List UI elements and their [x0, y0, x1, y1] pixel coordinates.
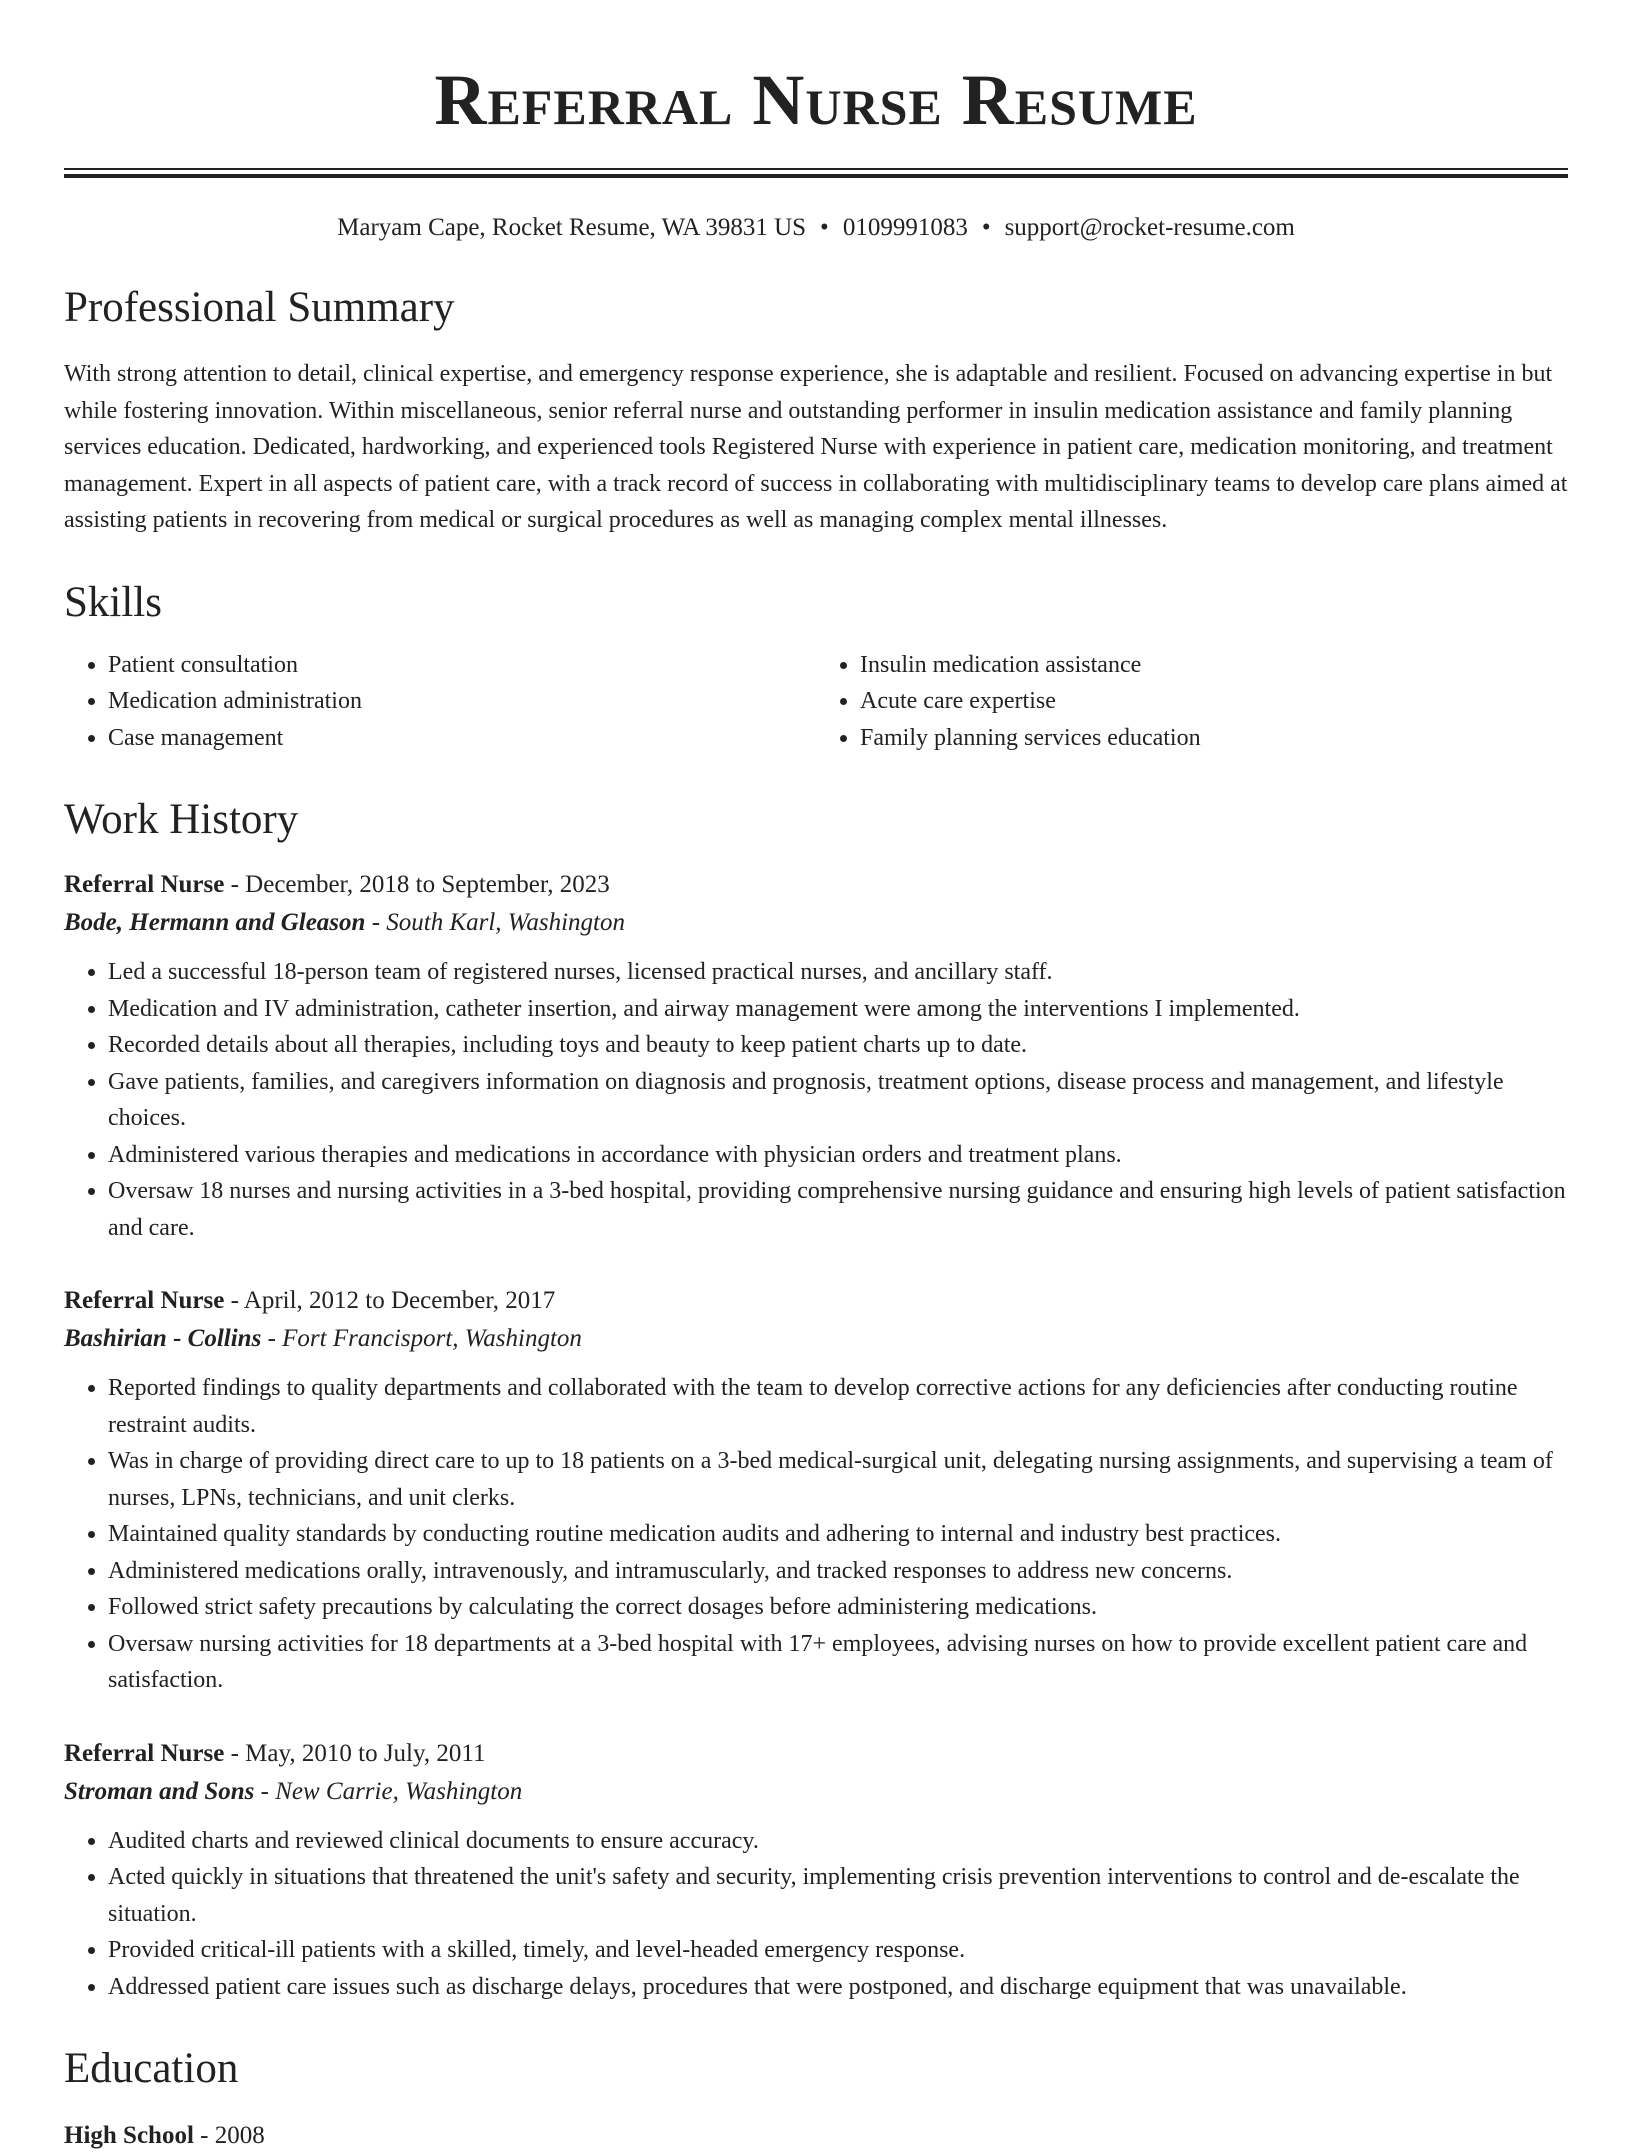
- job-title-line: [64, 1735, 1568, 1773]
- education-degree: High School: [64, 2122, 194, 2149]
- job-bullet: • Administered medications orally, intravenously, and intramuscularly, and tracked responses to address new concerns.: [108, 1553, 1568, 1590]
- contact-line: [64, 212, 1568, 244]
- job-bullet: • Oversaw 18 nurses and nursing activities in a 3-bed hospital, providing comprehensive nursing guidance and ensuring high levels of patient satisfaction and care.: [108, 1173, 1568, 1246]
- contact-address: Maryam Cape, Rocket Resume, WA 39831 US: [337, 214, 807, 241]
- job-bullet: • Maintained quality standards by conducting routine medication audits and adhering to internal and industry best practices.: [108, 1516, 1568, 1553]
- section-heading-summary: Professional Summary: [64, 284, 455, 331]
- skills-columns: [64, 647, 1568, 757]
- job-bullet: • Reported findings to quality departments and collaborated with the team to develop corrective actions for any deficiencies after conducting routine restraint audits.: [108, 1370, 1568, 1443]
- job-bullet: • Provided critical-ill patients with a skilled, timely, and level-headed emergency response.: [108, 1932, 1568, 1969]
- job-bullets: [64, 1823, 1568, 2006]
- job-company: Bashirian - Collins: [64, 1325, 262, 1352]
- job-bullet: • Gave patients, families, and caregivers information on diagnosis and prognosis, treatment options, disease process and management, and lifestyle choices.: [108, 1064, 1568, 1137]
- job-bullet: • Led a successful 18-person team of registered nurses, licensed practical nurses, and ancillary staff.: [108, 954, 1568, 991]
- job-bullets: [64, 1370, 1568, 1699]
- contact-email: support@rocket-resume.com: [1004, 214, 1295, 241]
- job-role: Referral Nurse: [64, 871, 225, 898]
- job-location: - South Karl, Washington: [365, 909, 625, 936]
- summary-text: With strong attention to detail, clinical expertise, and emergency response experience, she is adaptable and resilient. Focused on advancing expertise in but while fostering innovation. Within miscellaneous, senior referral nurse and outstanding performer in insulin medication assistance and family planning services education. Dedicated, hardworking, and experienced tools Registered Nurse with experience in patient care, medication monitoring, and treatment management. Expert in all aspects of patient care, with a track record of success in collaborating with multidisciplinary teams to develop care plans aimed at assisting patients in recovering from medical or surgical procedures as well as managing complex mental illnesses.: [64, 361, 1568, 533]
- contact-phone: 0109991083: [842, 214, 968, 241]
- section-heading-education: Education: [64, 2045, 239, 2092]
- job-location: - Fort Francisport, Washington: [261, 1325, 582, 1352]
- skills-section: [64, 577, 1568, 757]
- education-section: [64, 2043, 1568, 2155]
- job-employer-line: [64, 1773, 1568, 1811]
- skill-item: • Case management: [108, 720, 816, 757]
- job-entry: [64, 1735, 1568, 2006]
- job-company: Bode, Hermann and Gleason: [64, 909, 366, 936]
- contact-separator: •: [981, 214, 991, 241]
- education-entry: [64, 2117, 1568, 2155]
- job-role: Referral Nurse: [64, 1739, 225, 1767]
- skill-item: • Insulin medication assistance: [860, 647, 1568, 684]
- skill-item: • Family planning services education: [860, 720, 1568, 757]
- job-bullet: • Was in charge of providing direct care to up to 18 patients on a 3-bed medical-surgical unit, delegating nursing assignments, and supervising a team of nurses, LPNs, technicians, and unit clerks.: [108, 1443, 1568, 1516]
- professional-summary-section: [64, 282, 1568, 539]
- skill-item: • Acute care expertise: [860, 683, 1568, 720]
- job-role: Referral Nurse: [64, 1287, 225, 1314]
- education-year: - 2008: [193, 2122, 265, 2149]
- job-bullet: • Administered various therapies and medications in accordance with physician orders and treatment plans.: [108, 1137, 1568, 1174]
- job-dates: - April, 2012 to December, 2017: [224, 1287, 556, 1314]
- job-entry: [64, 866, 1568, 1246]
- job-title-line: [64, 866, 1568, 904]
- job-bullet: • Audited charts and reviewed clinical documents to ensure accuracy.: [108, 1823, 1568, 1860]
- title-divider: [64, 168, 1568, 178]
- job-employer-line: [64, 1320, 1568, 1358]
- skill-item: • Patient consultation: [108, 647, 816, 684]
- section-heading-work-history: Work History: [64, 796, 299, 843]
- job-bullet: • Followed strict safety precautions by calculating the correct dosages before administering medications.: [108, 1589, 1568, 1626]
- job-dates: - December, 2018 to September, 2023: [224, 871, 610, 898]
- section-heading-skills: Skills: [64, 578, 162, 626]
- job-location: - New Carrie, Washington: [254, 1777, 523, 1805]
- job-bullet: • Recorded details about all therapies, including toys and beauty to keep patient charts up to date.: [108, 1027, 1568, 1064]
- job-company: Stroman and Sons: [64, 1777, 255, 1805]
- job-employer-line: [64, 904, 1568, 942]
- job-title-line: [64, 1282, 1568, 1320]
- skill-item: • Medication administration: [108, 683, 816, 720]
- job-bullet: • Addressed patient care issues such as discharge delays, procedures that were postponed, and discharge equipment that was unavailable.: [108, 1969, 1568, 2006]
- job-bullet: • Medication and IV administration, catheter insertion, and airway management were among the interventions I implemented.: [108, 991, 1568, 1028]
- contact-separator: •: [820, 214, 829, 241]
- page-title: Referral Nurse Resume: [434, 60, 1198, 140]
- job-bullet: • Acted quickly in situations that threatened the unit's safety and security, implementing crisis prevention interventions to control and de-escalate the situation.: [108, 1859, 1568, 1932]
- job-dates: - May, 2010 to July, 2011: [224, 1739, 486, 1767]
- job-bullet: • Oversaw nursing activities for 18 departments at a 3-bed hospital with 17+ employees, advising nurses on how to provide excellent patient care and satisfaction.: [108, 1626, 1568, 1699]
- skills-list-right: [816, 647, 1568, 757]
- job-entry: [64, 1282, 1568, 1699]
- work-history-section: [64, 794, 1568, 2005]
- skills-list-left: [64, 647, 816, 757]
- job-bullets: [64, 954, 1568, 1246]
